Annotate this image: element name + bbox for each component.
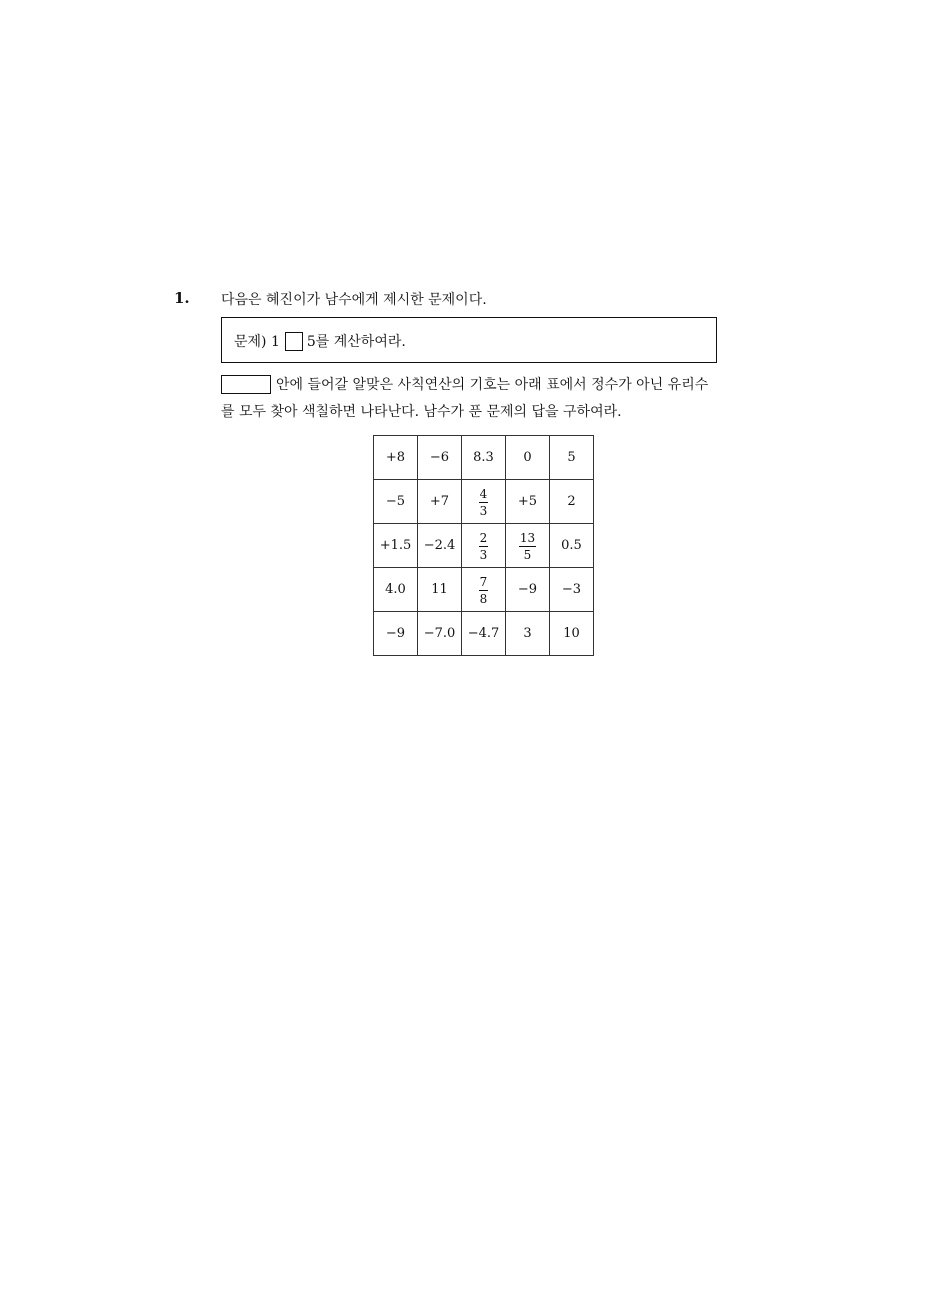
cell-value: 5 bbox=[567, 450, 576, 465]
cell-value: −9 bbox=[517, 582, 538, 597]
problem-statement-box bbox=[221, 317, 717, 363]
grid-cell[interactable] bbox=[506, 568, 550, 612]
cell-value: −4.7 bbox=[467, 626, 500, 641]
grid-row bbox=[374, 524, 594, 568]
grid-cell[interactable] bbox=[506, 612, 550, 656]
grid-cell[interactable] bbox=[418, 436, 462, 480]
instruction-line-2 bbox=[221, 401, 622, 421]
grid-cell[interactable] bbox=[550, 436, 594, 480]
problem-number: 1. bbox=[174, 289, 190, 307]
grid-cell[interactable] bbox=[374, 524, 418, 568]
grid-cell[interactable] bbox=[418, 568, 462, 612]
fraction bbox=[519, 532, 536, 561]
instruction-line-1 bbox=[221, 374, 708, 394]
problem-intro: 다음은 혜진이가 남수에게 제시한 문제이다. bbox=[221, 292, 487, 308]
grid-cell[interactable] bbox=[462, 568, 506, 612]
cell-value: −3 bbox=[561, 582, 582, 597]
instruction-text-1: 안에 들어갈 알맞은 사칙연산의 기호는 아래 표에서 정수가 아닌 유리수 bbox=[276, 377, 709, 393]
fraction-numerator: 7 bbox=[479, 574, 488, 589]
grid-row bbox=[374, 612, 594, 656]
cell-value: 0.5 bbox=[561, 538, 582, 553]
cell-value: −5 bbox=[385, 494, 406, 509]
grid-cell[interactable] bbox=[374, 480, 418, 524]
grid-cell[interactable] bbox=[506, 480, 550, 524]
grid-cell[interactable] bbox=[506, 524, 550, 568]
cell-value: +8 bbox=[385, 450, 406, 465]
fraction-denominator: 5 bbox=[523, 547, 532, 562]
fraction-numerator: 2 bbox=[479, 530, 488, 545]
grid-cell[interactable] bbox=[550, 480, 594, 524]
grid-cell[interactable] bbox=[462, 612, 506, 656]
grid-cell[interactable] bbox=[550, 568, 594, 612]
cell-value: −6 bbox=[429, 450, 450, 465]
grid-cell[interactable] bbox=[374, 568, 418, 612]
cell-value: +7 bbox=[429, 494, 450, 509]
fraction-numerator: 13 bbox=[519, 530, 536, 545]
grid-cell[interactable] bbox=[550, 524, 594, 568]
fraction-denominator: 3 bbox=[479, 547, 488, 562]
cell-value: 8.3 bbox=[473, 450, 494, 465]
problem-statement-suffix: 5를 계산하여라. bbox=[306, 334, 406, 350]
cell-value: +5 bbox=[517, 494, 538, 509]
fraction bbox=[479, 576, 489, 605]
problem-statement bbox=[234, 331, 406, 351]
answer-blank-box bbox=[221, 375, 271, 394]
fraction-denominator: 8 bbox=[479, 591, 488, 606]
fraction bbox=[479, 532, 489, 561]
grid-cell[interactable] bbox=[374, 436, 418, 480]
fraction bbox=[479, 488, 489, 517]
grid-cell[interactable] bbox=[506, 436, 550, 480]
grid-cell[interactable] bbox=[462, 480, 506, 524]
cell-value: −2.4 bbox=[423, 538, 456, 553]
grid-cell[interactable] bbox=[418, 480, 462, 524]
cell-value: 11 bbox=[431, 582, 448, 597]
problem-statement-prefix: 문제) 1 bbox=[234, 334, 280, 350]
instruction-text-2: 를 모두 찾아 색칠하면 나타난다. 남수가 푼 문제의 답을 구하여라. bbox=[221, 404, 622, 420]
cell-value: 3 bbox=[523, 626, 532, 641]
number-grid bbox=[373, 435, 594, 656]
fraction-numerator: 4 bbox=[479, 486, 488, 501]
grid-cell[interactable] bbox=[418, 524, 462, 568]
cell-value: 4.0 bbox=[385, 582, 406, 597]
fraction-denominator: 3 bbox=[479, 503, 488, 518]
grid-row bbox=[374, 436, 594, 480]
grid-cell[interactable] bbox=[418, 612, 462, 656]
grid-row bbox=[374, 568, 594, 612]
grid-cell[interactable] bbox=[462, 436, 506, 480]
cell-value: −7.0 bbox=[423, 626, 456, 641]
cell-value: 2 bbox=[567, 494, 576, 509]
cell-value: −9 bbox=[385, 626, 406, 641]
grid-row bbox=[374, 480, 594, 524]
grid-cell[interactable] bbox=[374, 612, 418, 656]
operator-blank-box bbox=[285, 332, 303, 351]
cell-value: 10 bbox=[563, 626, 580, 641]
cell-value: 0 bbox=[523, 450, 532, 465]
cell-value: +1.5 bbox=[379, 538, 412, 553]
grid-cell[interactable] bbox=[462, 524, 506, 568]
grid-cell[interactable] bbox=[550, 612, 594, 656]
